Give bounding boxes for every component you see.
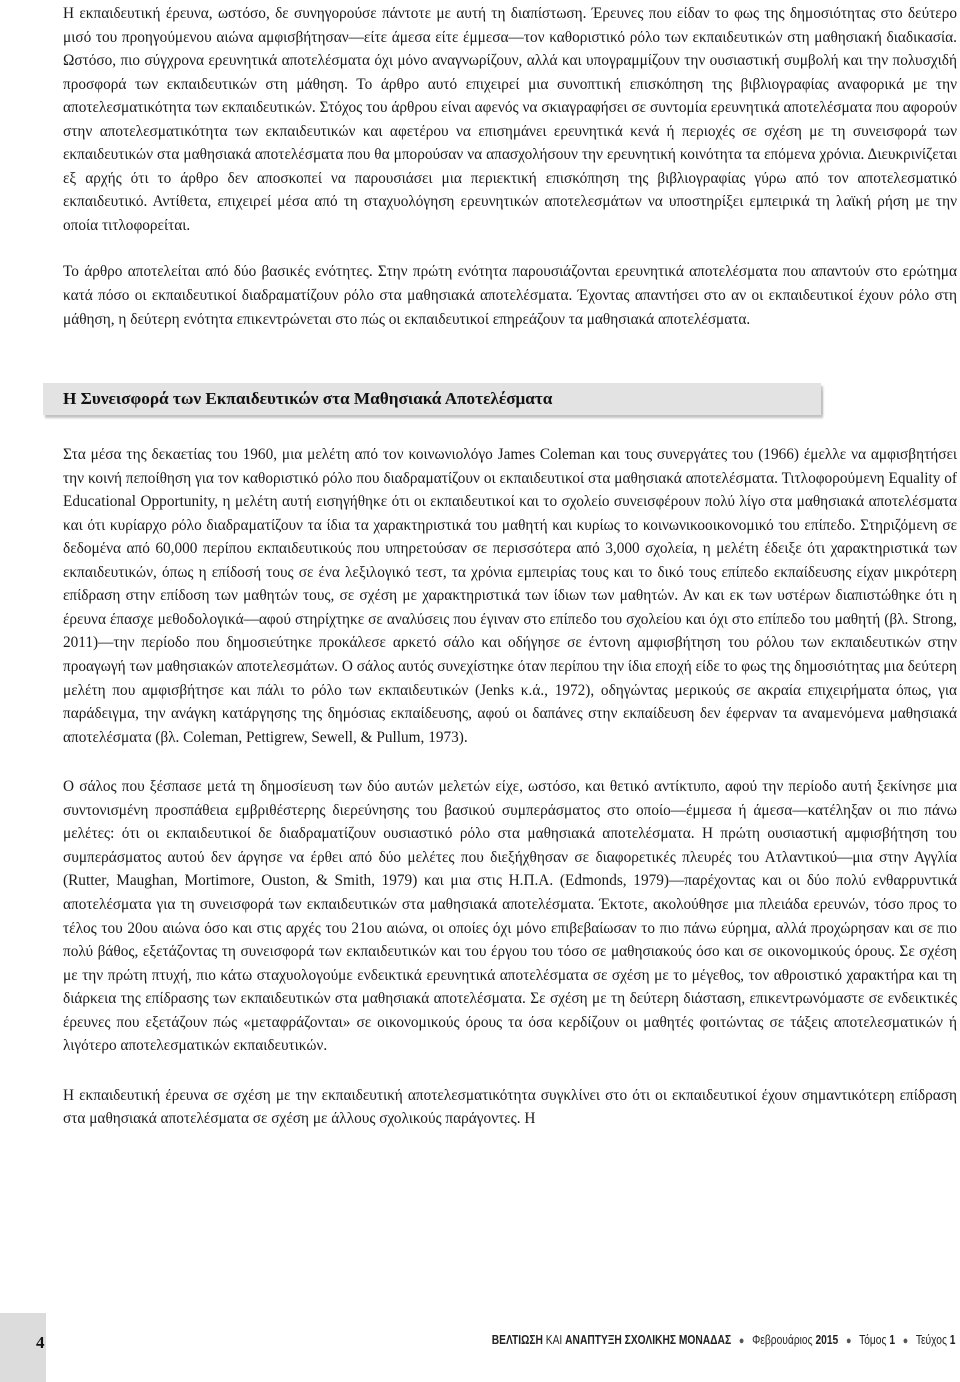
paragraph-intro: Η εκπαιδευτική έρευνα, ωστόσο, δε συνηγορούσε πάντοτε με αυτή τη διαπίστωση. Έρευνες που είδαν το φως της δημοσιότητας στο δεύτερο μισό του προηγούμενου αιώνα αμφισβήτησαν—είτε άμεσα είτε έμμεσα—τον καθοριστικό ρόλο των εκπαιδευτικών στη μαθησιακή διαδικασία. Ωστόσο, πιο σύγχρονα ερευνητικά αποτελέσματα όχι μόνο αναγνωρίζουν, αλλά και υπογραμμίζουν την ουσιαστική συμβολή και την πολυσχιδή προσφορά των εκπαιδευτικών στη μάθηση. Το άρθρο αυτό επιχειρεί μια συνοπτική επισκόπηση της βιβλιογραφίας αναφορικά με την αποτελεσματικότητα των εκπαιδευτικών. Στόχος του άρθρου είναι αφενός να σκιαγραφήσει σε συντομία ερευνητικά αποτελέσματα που αφορούν στην αποτελεσματικότητα των εκπαιδευτικών και αφετέρου να επισημάνει ερευνητικά κενά ή περιοχές σε σχέση με τη συνεισφορά των εκπαιδευτικών στα μαθησιακά αποτελέσματα που θα μπορούσαν να απασχολήσουν την ερευνητική κοινότητα τα επόμενα χρόνια. Διευκρινίζεται εξ αρχής ότι το άρθρο δεν αποσκοπεί να παρουσιάσει μια περιεκτική επισκόπηση της βιβλιογραφίας γύρω από τον αποτελεσματικό εκπαιδευτικό. Αντίθετα, επιχειρεί μέσα από τη σταχυολόγηση ερευνητικών αποτελεσμάτων να υποστηρίξει εμπειρικά τη λαϊκή ρήση με την οποία τιτλοφορείται. bbox=[63, 5, 957, 234]
footer-date-label: Φεβρουάριος bbox=[751, 1333, 813, 1347]
paragraph-aftermath: Ο σάλος που ξέσπασε μετά τη δημοσίευση των δύο αυτών μελετών είχε, ωστόσο, και θετικό αντίκτυπο, αφού την περίοδο αυτή ξεκίνησε μια συντονισμένη προσπάθεια εμβριθέστερης διερεύνησης του βασικού συμπεράσματος στο οποίο—έμμεσα ή άμεσα—κατέληξαν οι πιο πάνω μελέτες: ότι οι εκπαιδευτικοί δε διαδραματίζουν ουσιαστικό ρόλο στα μαθησιακά αποτελέσματα. Η πρώτη ουσιαστική αμφισβήτηση του συμπεράσματος αυτού δεν άργησε να έρθει από δύο μελέτες που διεξήχθησαν σε διαφορετικές πλευρές του Ατλαντικού—μια στην Αγγλία (Rutter, Maughan, Mortimore, Ouston, & Smith, 1979) και μια στις Η.Π.Α. (Edmonds, 1979)—παρέχοντας και οι δύο πολύ ενθαρρυντικά αποτελέσματα για τη συνεισφορά των εκπαιδευτικών στα μαθησιακά αποτελέσματα. Έκτοτε, ακολούθησε μια πλειάδα ερευνών, τόσο προς το τέλος του 20ου αιώνα όσο και στις αρχές του 21ου αιώνα, οι οποίες όχι μόνο επιβεβαίωσαν το πιο πάνω εύρημα, αλλά προχώρησαν και σε πιο πολύ βάθος, εξετάζοντας τη συνεισφορά των εκπαιδευτικών και του έργου του τόσο σε μαθησιακούς όσο και σε οικονομικούς όρους. Σε σχέση με την πρώτη πτυχή, πιο κάτω σταχυολογούμε ενδεικτικά ερευνητικά αποτελέσματα σε σχέση με το μέγεθος, τον αθροιστικό χαρακτήρα και τη διάρκεια της επίδρασης των εκπαιδευτικών στα μαθησιακά αποτελέσματα. Σε σχέση με τη δεύτερη διάσταση, επικεντρωνόμαστε σε ενδεικτικές έρευνες που εξετάζουν πώς «μεταφράζονται» σε οικονομικούς όρους τα όσα κερδίζουν οι μαθητές φοιτώντας σε τάξεις αποτελεσματικών ή λιγότερο αποτελεσματικών εκπαιδευτικών. bbox=[63, 778, 957, 1055]
paragraph-coleman: Στα μέσα της δεκαετίας του 1960, μια μελέτη από τον κοινωνιολόγο James Coleman και τους συνεργάτες του (1966) έμελλε να αμφισβητήσει την κοινή πεποίθηση για τον καθοριστικό ρόλο που διαδραματίζουν οι εκπαιδευτικοί στα μαθησιακά αποτελέσματα. Τιτλοφορούμενη Equality of Educational Opportunity, η μελέτη αυτή εισηγήθηκε ότι οι εκπαιδευτικοί και το σχολείο συνεισφέρουν πολύ λίγο στα μαθησιακά αποτελέσματα και ότι κυρίαρχο ρόλο διαδραματίζουν τα ίδια τα χαρακτηριστικά του μαθητή και κυρίως το κοινωνικοοικονομικό του επίπεδο. Στηριζόμενη σε δεδομένα από 60,000 περίπου εκπαιδευτικούς που υπηρετούσαν σε περισσότερα από 3,000 σχολεία, η μελέτη έδειξε ότι χαρακτηριστικά των εκπαιδευτικών, όπως η επίδοσή τους σε ένα λεξιλογικό τεστ, τα χρόνια εμπειρίας τους και το δικό τους επίπεδο εκπαίδευσης είχαν μικρότερη επίδραση στην επίδοση των μαθητών τους, σε σχέση με χαρακτηριστικά των ίδιων των μαθητών. Αν και εκ των υστέρων διαπιστώθηκε ότι η έρευνα έπασχε μεθοδολογικά—αφού στηρίχτηκε σε αναλύσεις που έγιναν στο επίπεδο του σχολείου και όχι στο επίπεδο του μαθητή (βλ. Strong, 2011)—την περίοδο που δημοσιεύτηκε προκάλεσε αρκετό σάλο και οδήγησε σε έντονη αμφισβήτηση του ρόλου των εκπαιδευτικών στην προαγωγή των μαθησιακών αποτελεσμάτων. Ο σάλος αυτός συνεχίστηκε όταν περίπου την ίδια εποχή είδε το φως της δημοσιότητας μια δεύτερη μελέτη που αμφισβήτησε και πάλι το ρόλο των εκπαιδευτικών (Jenks κ.ά., 1972), οδηγώντας μερικούς σε ακραία επιχειρήματα όπως, για παράδειγμα, την ανάγκη κατάργησης της δημόσιας εκπαίδευσης, αφού οι δαπάνες στην εκπαίδευση δεν έφερναν τα αναμενόμενα μαθησιακά αποτελέσματα (βλ. Coleman, Pettigrew, Sewell, & Pullum, 1973). bbox=[63, 446, 957, 746]
section-heading-block bbox=[63, 383, 957, 425]
bullet-icon: ● bbox=[845, 1335, 852, 1347]
footer-volume: 1 bbox=[888, 1333, 895, 1347]
section-heading: Η Συνεισφορά των Εκπαιδευτικών στα Μαθησιακά Αποτελέσματα bbox=[63, 389, 553, 409]
footer-issue-label: Τεύχος bbox=[915, 1333, 947, 1347]
page-number: 4 bbox=[36, 1333, 45, 1352]
article-body bbox=[63, 2, 957, 1131]
footer-volume-label: Τόμος bbox=[858, 1333, 887, 1347]
paragraph-structure: Το άρθρο αποτελείται από δύο βασικές ενότητες. Στην πρώτη ενότητα παρουσιάζονται ερευνητικά αποτελέσματα που απαντούν στο ερώτημα κατά πόσο οι εκπαιδευτικοί διαδραματίζουν ρόλο στα μαθησιακά αποτελέσματα. Έχοντας απαντήσει στο αν οι εκπαιδευτικοί έχουν ρόλο στη μάθηση, η δεύτερη ενότητα επικεντρώνεται στο πώς οι εκπαιδευτικοί επηρεάζουν τα μαθησιακά αποτελέσματα. bbox=[63, 263, 957, 328]
footer-year: 2015 bbox=[814, 1333, 838, 1347]
bullet-icon: ● bbox=[902, 1335, 908, 1347]
journal-title-part2: ΚΑΙ bbox=[545, 1333, 562, 1347]
journal-title-part1: ΒΕΛΤΙΩΣΗ bbox=[491, 1333, 543, 1347]
paragraph-research: Η εκπαιδευτική έρευνα σε σχέση με την εκπαιδευτική αποτελεσματικότητα συγκλίνει στο ότι οι εκπαιδευτικοί έχουν σημαντικότερη επίδραση στα μαθησιακά αποτελέσματα σε σχέση με άλλους σχολικούς παράγοντες. Η bbox=[63, 1086, 957, 1128]
footer-issue: 1 bbox=[949, 1333, 955, 1347]
bullet-icon: ● bbox=[738, 1335, 744, 1347]
journal-title-part3: ΑΝΑΠΤΥΞΗ ΣΧΟΛΙΚΗΣ ΜΟΝΑΔΑΣ bbox=[564, 1333, 731, 1347]
journal-footer bbox=[491, 1333, 955, 1347]
